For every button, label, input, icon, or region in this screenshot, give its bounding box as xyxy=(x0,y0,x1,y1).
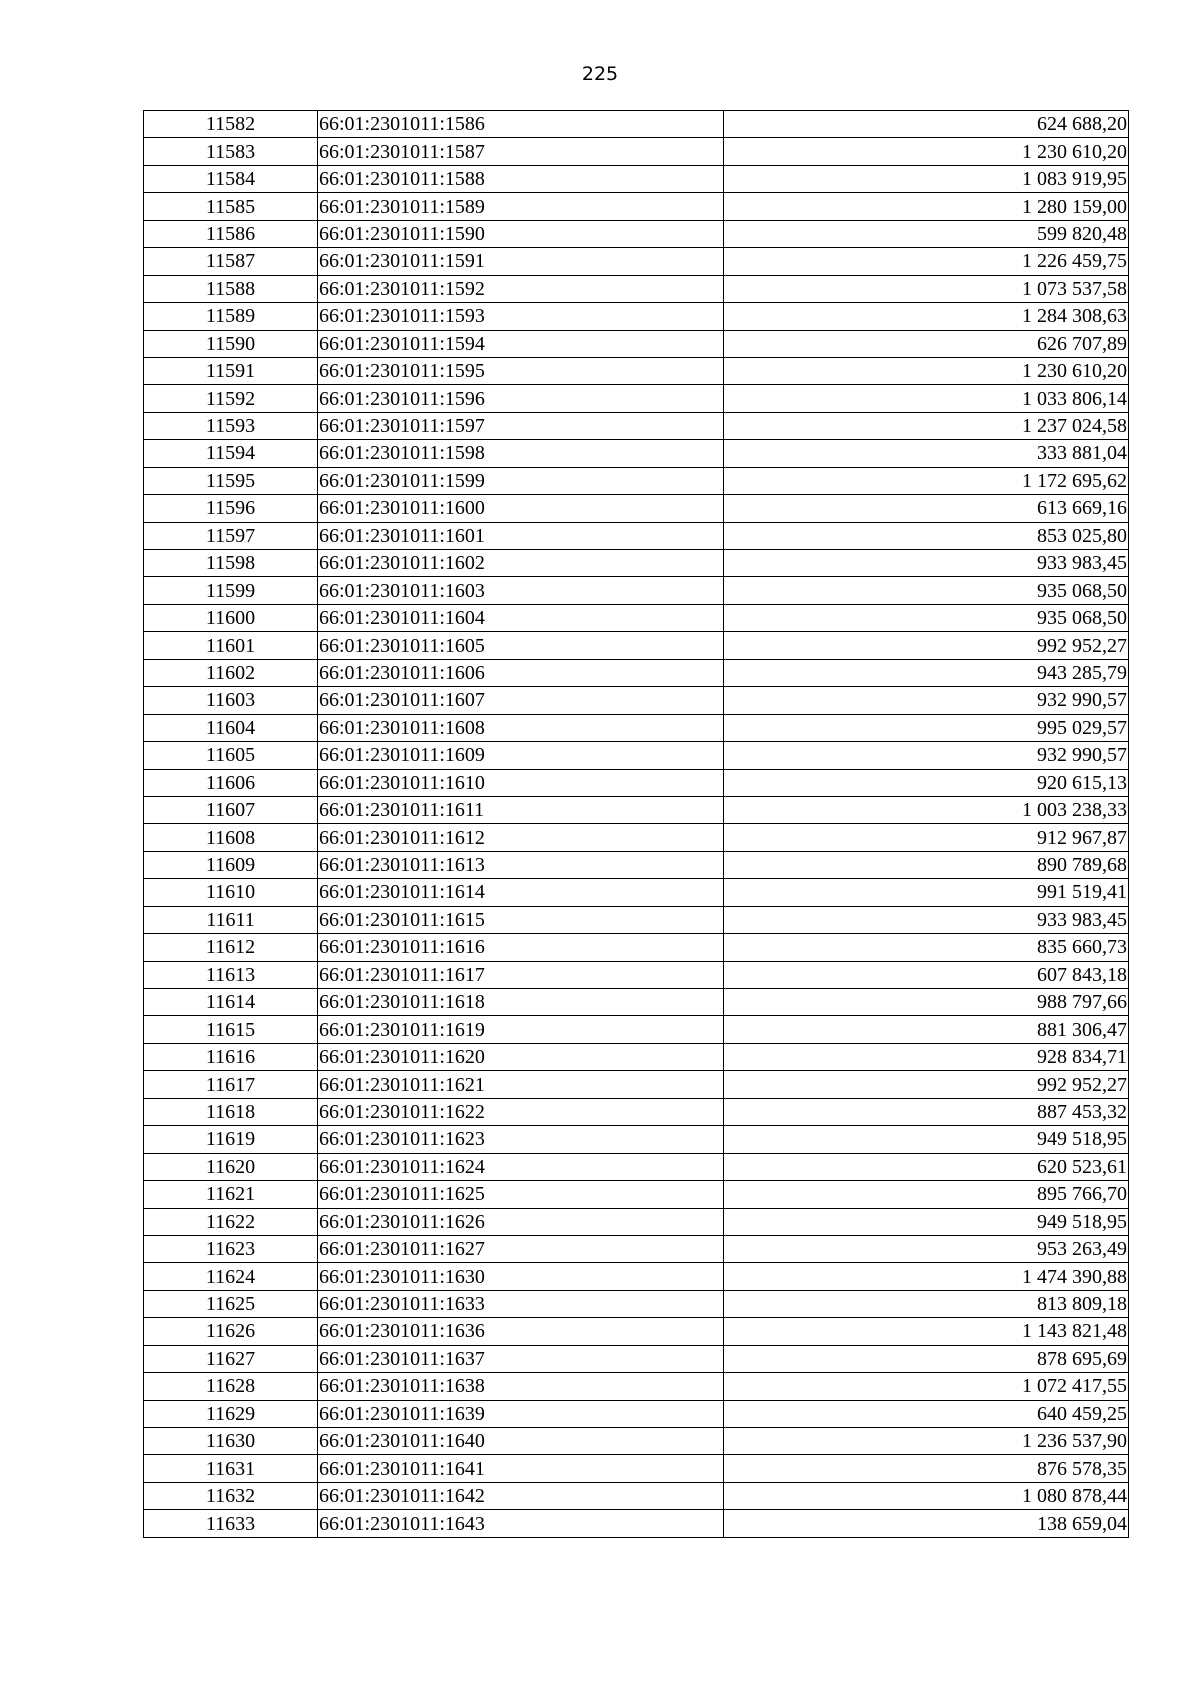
cadastral-value-table xyxy=(143,110,1129,1538)
cadastral-number-cell: 66:01:2301011:1590 xyxy=(318,220,724,247)
row-number-cell: 11623 xyxy=(144,1235,318,1262)
row-number-cell: 11615 xyxy=(144,1016,318,1043)
row-number-cell: 11617 xyxy=(144,1071,318,1098)
cadastral-number-cell: 66:01:2301011:1613 xyxy=(318,851,724,878)
cadastral-number-cell: 66:01:2301011:1620 xyxy=(318,1043,724,1070)
cadastral-value-cell: 607 843,18 xyxy=(724,961,1129,988)
row-number-cell: 11593 xyxy=(144,412,318,439)
cadastral-value-cell: 920 615,13 xyxy=(724,769,1129,796)
cadastral-number-cell: 66:01:2301011:1636 xyxy=(318,1318,724,1345)
cadastral-number-cell: 66:01:2301011:1633 xyxy=(318,1290,724,1317)
row-number-cell: 11629 xyxy=(144,1400,318,1427)
row-number-cell: 11597 xyxy=(144,522,318,549)
cadastral-value-cell: 876 578,35 xyxy=(724,1455,1129,1482)
cadastral-value-cell: 932 990,57 xyxy=(724,687,1129,714)
cadastral-number-cell: 66:01:2301011:1609 xyxy=(318,742,724,769)
cadastral-number-cell: 66:01:2301011:1639 xyxy=(318,1400,724,1427)
table-row xyxy=(144,1510,1129,1537)
cadastral-value-cell: 1 284 308,63 xyxy=(724,303,1129,330)
table-row xyxy=(144,632,1129,659)
table-row xyxy=(144,165,1129,192)
table-row xyxy=(144,1071,1129,1098)
cadastral-number-cell: 66:01:2301011:1624 xyxy=(318,1153,724,1180)
table-row xyxy=(144,550,1129,577)
table-row xyxy=(144,1126,1129,1153)
row-number-cell: 11612 xyxy=(144,934,318,961)
cadastral-value-cell: 624 688,20 xyxy=(724,111,1129,138)
cadastral-number-cell: 66:01:2301011:1610 xyxy=(318,769,724,796)
row-number-cell: 11625 xyxy=(144,1290,318,1317)
table-row xyxy=(144,851,1129,878)
cadastral-number-cell: 66:01:2301011:1630 xyxy=(318,1263,724,1290)
cadastral-number-cell: 66:01:2301011:1637 xyxy=(318,1345,724,1372)
cadastral-value-cell: 1 280 159,00 xyxy=(724,193,1129,220)
cadastral-number-cell: 66:01:2301011:1615 xyxy=(318,906,724,933)
cadastral-number-cell: 66:01:2301011:1643 xyxy=(318,1510,724,1537)
row-number-cell: 11606 xyxy=(144,769,318,796)
table-row xyxy=(144,961,1129,988)
table-row xyxy=(144,1043,1129,1070)
cadastral-value-cell: 1 033 806,14 xyxy=(724,385,1129,412)
row-number-cell: 11614 xyxy=(144,989,318,1016)
cadastral-value-cell: 1 172 695,62 xyxy=(724,467,1129,494)
row-number-cell: 11598 xyxy=(144,550,318,577)
table-row xyxy=(144,604,1129,631)
row-number-cell: 11587 xyxy=(144,248,318,275)
row-number-cell: 11589 xyxy=(144,303,318,330)
row-number-cell: 11586 xyxy=(144,220,318,247)
row-number-cell: 11588 xyxy=(144,275,318,302)
cadastral-value-cell: 1 226 459,75 xyxy=(724,248,1129,275)
cadastral-number-cell: 66:01:2301011:1638 xyxy=(318,1373,724,1400)
cadastral-value-cell: 988 797,66 xyxy=(724,989,1129,1016)
table-row xyxy=(144,714,1129,741)
cadastral-number-cell: 66:01:2301011:1619 xyxy=(318,1016,724,1043)
row-number-cell: 11610 xyxy=(144,879,318,906)
cadastral-number-cell: 66:01:2301011:1614 xyxy=(318,879,724,906)
row-number-cell: 11582 xyxy=(144,111,318,138)
cadastral-number-cell: 66:01:2301011:1594 xyxy=(318,330,724,357)
cadastral-value-cell: 933 983,45 xyxy=(724,550,1129,577)
row-number-cell: 11584 xyxy=(144,165,318,192)
table-row xyxy=(144,1235,1129,1262)
table-row xyxy=(144,385,1129,412)
cadastral-number-cell: 66:01:2301011:1599 xyxy=(318,467,724,494)
cadastral-number-cell: 66:01:2301011:1621 xyxy=(318,1071,724,1098)
row-number-cell: 11602 xyxy=(144,659,318,686)
table-row xyxy=(144,1428,1129,1455)
table-row xyxy=(144,879,1129,906)
cadastral-number-cell: 66:01:2301011:1589 xyxy=(318,193,724,220)
cadastral-value-cell: 626 707,89 xyxy=(724,330,1129,357)
row-number-cell: 11594 xyxy=(144,440,318,467)
cadastral-value-cell: 912 967,87 xyxy=(724,824,1129,851)
row-number-cell: 11616 xyxy=(144,1043,318,1070)
cadastral-value-cell: 620 523,61 xyxy=(724,1153,1129,1180)
row-number-cell: 11622 xyxy=(144,1208,318,1235)
cadastral-number-cell: 66:01:2301011:1605 xyxy=(318,632,724,659)
table-row xyxy=(144,1181,1129,1208)
table-row xyxy=(144,1290,1129,1317)
cadastral-value-cell: 613 669,16 xyxy=(724,495,1129,522)
cadastral-value-cell: 935 068,50 xyxy=(724,604,1129,631)
row-number-cell: 11590 xyxy=(144,330,318,357)
table-row xyxy=(144,303,1129,330)
table-row xyxy=(144,357,1129,384)
table-row xyxy=(144,1016,1129,1043)
table-row xyxy=(144,1373,1129,1400)
row-number-cell: 11599 xyxy=(144,577,318,604)
cadastral-value-cell: 1 073 537,58 xyxy=(724,275,1129,302)
cadastral-value-cell: 138 659,04 xyxy=(724,1510,1129,1537)
row-number-cell: 11607 xyxy=(144,796,318,823)
table-row xyxy=(144,1345,1129,1372)
table-row xyxy=(144,659,1129,686)
cadastral-value-cell: 1 474 390,88 xyxy=(724,1263,1129,1290)
table-row xyxy=(144,138,1129,165)
table-row xyxy=(144,742,1129,769)
cadastral-number-cell: 66:01:2301011:1612 xyxy=(318,824,724,851)
cadastral-value-cell: 992 952,27 xyxy=(724,1071,1129,1098)
cadastral-value-cell: 1 072 417,55 xyxy=(724,1373,1129,1400)
cadastral-number-cell: 66:01:2301011:1603 xyxy=(318,577,724,604)
cadastral-value-cell: 949 518,95 xyxy=(724,1208,1129,1235)
row-number-cell: 11600 xyxy=(144,604,318,631)
cadastral-number-cell: 66:01:2301011:1595 xyxy=(318,357,724,384)
cadastral-value-cell: 932 990,57 xyxy=(724,742,1129,769)
table-row xyxy=(144,248,1129,275)
cadastral-number-cell: 66:01:2301011:1597 xyxy=(318,412,724,439)
row-number-cell: 11611 xyxy=(144,906,318,933)
table-row xyxy=(144,796,1129,823)
cadastral-number-cell: 66:01:2301011:1626 xyxy=(318,1208,724,1235)
row-number-cell: 11605 xyxy=(144,742,318,769)
cadastral-number-cell: 66:01:2301011:1604 xyxy=(318,604,724,631)
cadastral-number-cell: 66:01:2301011:1622 xyxy=(318,1098,724,1125)
table-row xyxy=(144,522,1129,549)
cadastral-number-cell: 66:01:2301011:1596 xyxy=(318,385,724,412)
cadastral-value-cell: 887 453,32 xyxy=(724,1098,1129,1125)
cadastral-number-cell: 66:01:2301011:1642 xyxy=(318,1482,724,1509)
cadastral-number-cell: 66:01:2301011:1587 xyxy=(318,138,724,165)
row-number-cell: 11613 xyxy=(144,961,318,988)
row-number-cell: 11592 xyxy=(144,385,318,412)
cadastral-value-cell: 881 306,47 xyxy=(724,1016,1129,1043)
cadastral-value-cell: 333 881,04 xyxy=(724,440,1129,467)
row-number-cell: 11624 xyxy=(144,1263,318,1290)
table-row xyxy=(144,934,1129,961)
table-row xyxy=(144,906,1129,933)
cadastral-value-cell: 640 459,25 xyxy=(724,1400,1129,1427)
cadastral-number-cell: 66:01:2301011:1627 xyxy=(318,1235,724,1262)
cadastral-number-cell: 66:01:2301011:1608 xyxy=(318,714,724,741)
cadastral-number-cell: 66:01:2301011:1618 xyxy=(318,989,724,1016)
cadastral-number-cell: 66:01:2301011:1616 xyxy=(318,934,724,961)
table-row xyxy=(144,577,1129,604)
cadastral-number-cell: 66:01:2301011:1586 xyxy=(318,111,724,138)
cadastral-value-cell: 1 003 238,33 xyxy=(724,796,1129,823)
table-row xyxy=(144,1098,1129,1125)
cadastral-value-cell: 949 518,95 xyxy=(724,1126,1129,1153)
cadastral-value-cell: 943 285,79 xyxy=(724,659,1129,686)
table-row xyxy=(144,824,1129,851)
cadastral-number-cell: 66:01:2301011:1640 xyxy=(318,1428,724,1455)
cadastral-number-cell: 66:01:2301011:1641 xyxy=(318,1455,724,1482)
cadastral-value-cell: 895 766,70 xyxy=(724,1181,1129,1208)
cadastral-number-cell: 66:01:2301011:1625 xyxy=(318,1181,724,1208)
cadastral-number-cell: 66:01:2301011:1607 xyxy=(318,687,724,714)
table-row xyxy=(144,275,1129,302)
table-row xyxy=(144,989,1129,1016)
row-number-cell: 11618 xyxy=(144,1098,318,1125)
cadastral-value-cell: 1 080 878,44 xyxy=(724,1482,1129,1509)
cadastral-number-cell: 66:01:2301011:1617 xyxy=(318,961,724,988)
row-number-cell: 11609 xyxy=(144,851,318,878)
cadastral-value-cell: 995 029,57 xyxy=(724,714,1129,741)
row-number-cell: 11626 xyxy=(144,1318,318,1345)
cadastral-value-cell: 1 230 610,20 xyxy=(724,138,1129,165)
cadastral-number-cell: 66:01:2301011:1606 xyxy=(318,659,724,686)
row-number-cell: 11596 xyxy=(144,495,318,522)
cadastral-value-cell: 953 263,49 xyxy=(724,1235,1129,1262)
cadastral-value-cell: 991 519,41 xyxy=(724,879,1129,906)
table-row xyxy=(144,495,1129,522)
cadastral-value-cell: 992 952,27 xyxy=(724,632,1129,659)
cadastral-value-cell: 599 820,48 xyxy=(724,220,1129,247)
cadastral-number-cell: 66:01:2301011:1591 xyxy=(318,248,724,275)
cadastral-value-cell: 1 230 610,20 xyxy=(724,357,1129,384)
row-number-cell: 11603 xyxy=(144,687,318,714)
cadastral-value-cell: 878 695,69 xyxy=(724,1345,1129,1372)
cadastral-value-cell: 813 809,18 xyxy=(724,1290,1129,1317)
table-row xyxy=(144,1318,1129,1345)
cadastral-value-cell: 935 068,50 xyxy=(724,577,1129,604)
row-number-cell: 11608 xyxy=(144,824,318,851)
table-row xyxy=(144,769,1129,796)
table-row xyxy=(144,1482,1129,1509)
table-row xyxy=(144,111,1129,138)
row-number-cell: 11591 xyxy=(144,357,318,384)
cadastral-number-cell: 66:01:2301011:1600 xyxy=(318,495,724,522)
row-number-cell: 11632 xyxy=(144,1482,318,1509)
row-number-cell: 11620 xyxy=(144,1153,318,1180)
row-number-cell: 11604 xyxy=(144,714,318,741)
cadastral-number-cell: 66:01:2301011:1598 xyxy=(318,440,724,467)
cadastral-value-cell: 1 083 919,95 xyxy=(724,165,1129,192)
table-row xyxy=(144,687,1129,714)
page-number: 225 xyxy=(581,63,619,85)
cadastral-value-cell: 1 237 024,58 xyxy=(724,412,1129,439)
cadastral-number-cell: 66:01:2301011:1588 xyxy=(318,165,724,192)
cadastral-value-cell: 890 789,68 xyxy=(724,851,1129,878)
row-number-cell: 11631 xyxy=(144,1455,318,1482)
table-row xyxy=(144,412,1129,439)
cadastral-number-cell: 66:01:2301011:1593 xyxy=(318,303,724,330)
cadastral-value-cell: 1 143 821,48 xyxy=(724,1318,1129,1345)
row-number-cell: 11619 xyxy=(144,1126,318,1153)
row-number-cell: 11628 xyxy=(144,1373,318,1400)
cadastral-number-cell: 66:01:2301011:1623 xyxy=(318,1126,724,1153)
cadastral-value-cell: 1 236 537,90 xyxy=(724,1428,1129,1455)
cadastral-number-cell: 66:01:2301011:1592 xyxy=(318,275,724,302)
table-body xyxy=(144,111,1129,1538)
cadastral-number-cell: 66:01:2301011:1602 xyxy=(318,550,724,577)
table-row xyxy=(144,440,1129,467)
cadastral-number-cell: 66:01:2301011:1601 xyxy=(318,522,724,549)
table-row xyxy=(144,467,1129,494)
row-number-cell: 11630 xyxy=(144,1428,318,1455)
row-number-cell: 11621 xyxy=(144,1181,318,1208)
table-row xyxy=(144,1263,1129,1290)
row-number-cell: 11583 xyxy=(144,138,318,165)
row-number-cell: 11601 xyxy=(144,632,318,659)
row-number-cell: 11633 xyxy=(144,1510,318,1537)
table-row xyxy=(144,220,1129,247)
row-number-cell: 11585 xyxy=(144,193,318,220)
row-number-cell: 11595 xyxy=(144,467,318,494)
cadastral-value-cell: 835 660,73 xyxy=(724,934,1129,961)
table-row xyxy=(144,193,1129,220)
table-row xyxy=(144,1400,1129,1427)
cadastral-value-cell: 928 834,71 xyxy=(724,1043,1129,1070)
cadastral-value-cell: 933 983,45 xyxy=(724,906,1129,933)
table-row xyxy=(144,1208,1129,1235)
row-number-cell: 11627 xyxy=(144,1345,318,1372)
cadastral-number-cell: 66:01:2301011:1611 xyxy=(318,796,724,823)
table-row xyxy=(144,330,1129,357)
table-row xyxy=(144,1455,1129,1482)
cadastral-value-cell: 853 025,80 xyxy=(724,522,1129,549)
table-row xyxy=(144,1153,1129,1180)
